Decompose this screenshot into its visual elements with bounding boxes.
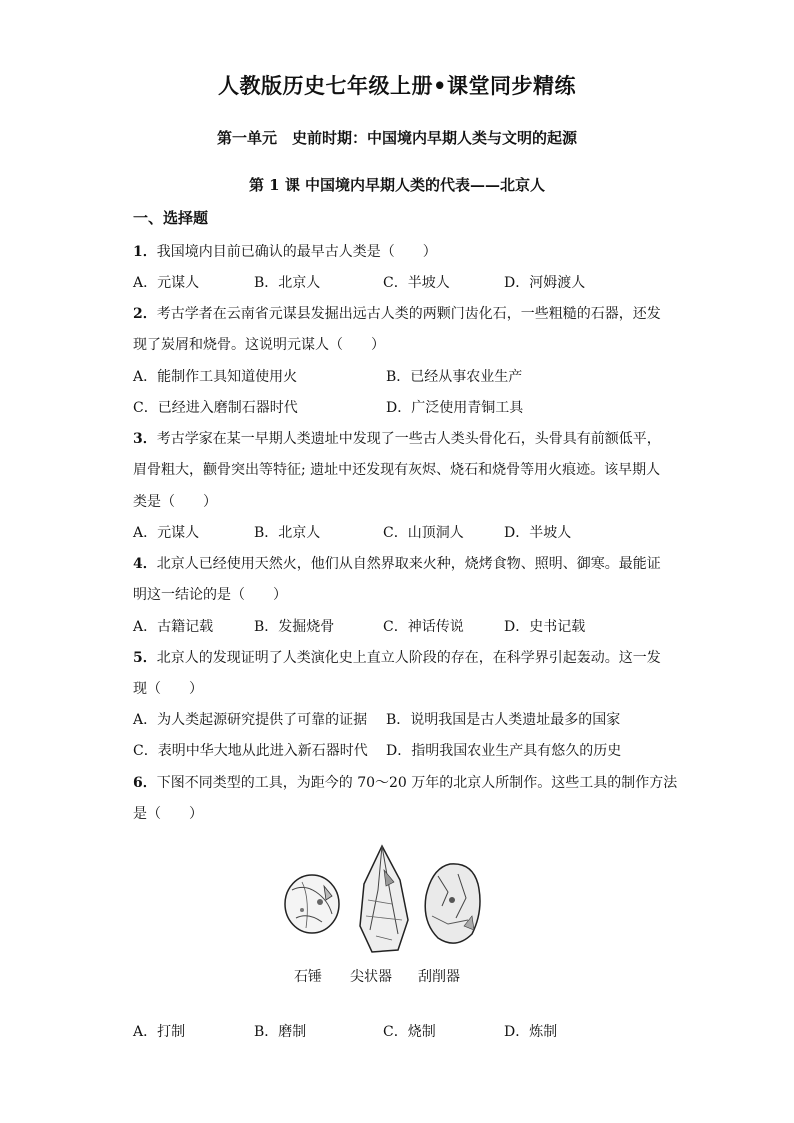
section-heading: 一、选择题 bbox=[133, 209, 209, 227]
question-number: 1． bbox=[133, 244, 157, 260]
option-c: C．山顶洞人 bbox=[383, 525, 464, 541]
stone-tools-figure bbox=[272, 840, 494, 960]
option-c: C．表明中华大地从此进入新石器时代 bbox=[133, 743, 368, 759]
stone-hammer-illustration bbox=[285, 875, 339, 933]
figure-caption-pointed-tool: 尖状器 bbox=[350, 969, 392, 985]
question-number: 2． bbox=[133, 306, 157, 322]
unit-heading: 第一单元 史前时期：中国境内早期人类与文明的起源 bbox=[216, 129, 577, 147]
option-c: C．烧制 bbox=[383, 1024, 436, 1040]
option-b: B．发掘烧骨 bbox=[254, 619, 335, 635]
option-d: D．史书记载 bbox=[504, 619, 586, 635]
option-a: A．打制 bbox=[133, 1024, 186, 1040]
option-c: C．半坡人 bbox=[383, 275, 450, 291]
question-number: 6． bbox=[133, 775, 157, 791]
question-text-continued: 现了炭屑和烧骨。这说明元谋人（ ） bbox=[133, 337, 385, 353]
question-text: 考古学者在云南省元谋县发掘出远古人类的两颗门齿化石，一些粗糙的石器，还发 bbox=[156, 306, 661, 322]
question-text-continued: 类是（ ） bbox=[133, 494, 217, 510]
question-text: 下图不同类型的工具，为距今的 70～20 万年的北京人所制作。这些工具的制作方法 bbox=[156, 775, 678, 791]
question-4 bbox=[133, 553, 661, 573]
question-3 bbox=[133, 428, 661, 448]
option-b: B．磨制 bbox=[254, 1024, 307, 1040]
lesson-heading: 第 1 课 中国境内早期人类的代表——北京人 bbox=[248, 176, 546, 194]
option-c: C．神话传说 bbox=[383, 619, 464, 635]
question-1 bbox=[133, 241, 437, 261]
figure-caption-scraper: 刮削器 bbox=[418, 969, 460, 985]
question-text-continued: 明这一结论的是（ ） bbox=[133, 587, 287, 603]
option-b: B．北京人 bbox=[254, 275, 321, 291]
option-a: A．元谋人 bbox=[133, 275, 200, 291]
option-a: A．元谋人 bbox=[133, 525, 200, 541]
option-c: C．已经进入磨制石器时代 bbox=[133, 400, 298, 416]
question-text-continued: 是（ ） bbox=[133, 806, 203, 822]
option-b: B．说明我国是古人类遗址最多的国家 bbox=[386, 712, 621, 728]
question-number: 4． bbox=[133, 556, 157, 572]
question-6 bbox=[133, 772, 677, 792]
option-d: D．炼制 bbox=[504, 1024, 558, 1040]
pointed-tool-illustration bbox=[360, 846, 408, 952]
question-number: 5． bbox=[133, 650, 157, 666]
option-a: A．为人类起源研究提供了可靠的证据 bbox=[133, 712, 368, 728]
option-d: D．指明我国农业生产具有悠久的历史 bbox=[386, 743, 622, 759]
option-d: D．半坡人 bbox=[504, 525, 572, 541]
question-text-continued: 眉骨粗大，颧骨突出等特征; 遗址中还发现有灰烬、烧石和烧骨等用火痕迹。该早期人 bbox=[133, 462, 661, 478]
option-d: D．广泛使用青铜工具 bbox=[386, 400, 524, 416]
option-b: B．已经从事农业生产 bbox=[386, 369, 523, 385]
question-text: 考古学家在某一早期人类遗址中发现了一些古人类头骨化石，头骨具有前额低平， bbox=[156, 431, 661, 447]
document-title: 人教版历史七年级上册•课堂同步精练 bbox=[218, 73, 576, 98]
question-text-continued: 现（ ） bbox=[133, 681, 203, 697]
question-5 bbox=[133, 647, 661, 667]
option-d: D．河姆渡人 bbox=[504, 275, 586, 291]
option-a: A．能制作工具知道使用火 bbox=[133, 369, 298, 385]
scraper-illustration bbox=[425, 864, 480, 943]
question-text: 北京人的发现证明了人类演化史上直立人阶段的存在，在科学界引起轰动。这一发 bbox=[156, 650, 661, 666]
question-number: 3． bbox=[133, 431, 157, 447]
option-b: B．北京人 bbox=[254, 525, 321, 541]
question-text: 我国境内目前已确认的最早古人类是（ ） bbox=[156, 244, 437, 260]
question-2 bbox=[133, 303, 661, 323]
figure-caption-stone-hammer: 石锤 bbox=[294, 969, 322, 985]
option-a: A．古籍记载 bbox=[133, 619, 214, 635]
question-text: 北京人已经使用天然火，他们从自然界取来火种，烧烤食物、照明、御寒。最能证 bbox=[156, 556, 661, 572]
